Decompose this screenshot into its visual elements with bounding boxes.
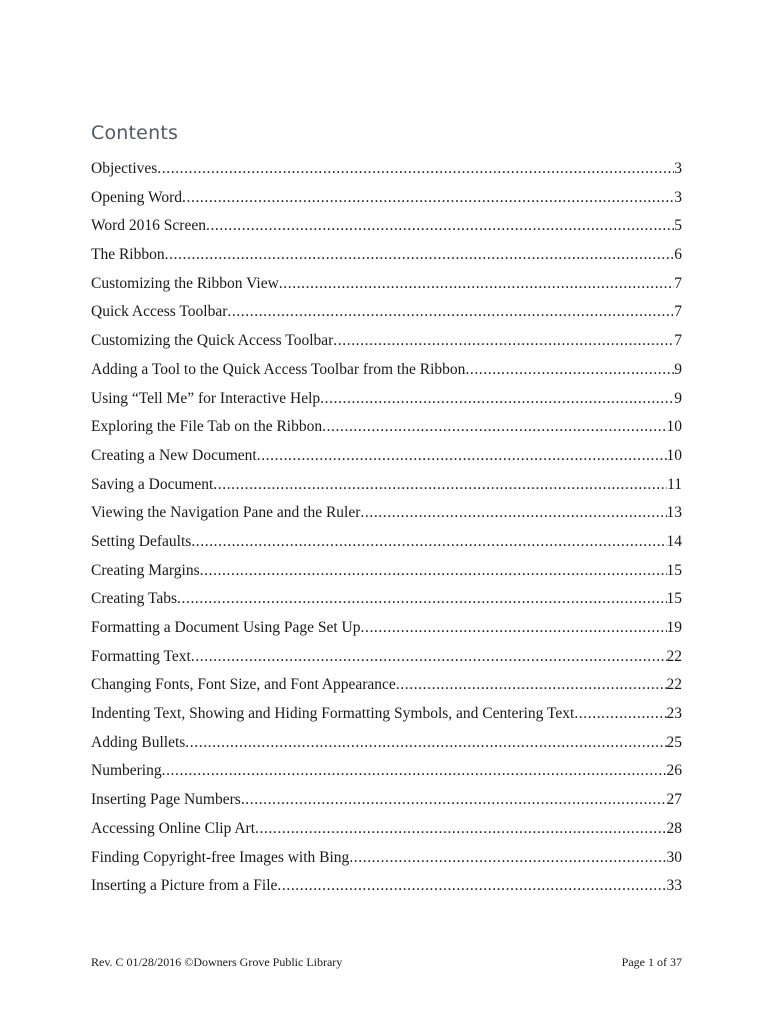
toc-entry[interactable] [91, 844, 682, 873]
toc-entry[interactable] [91, 786, 682, 815]
toc-entry-page-number: 9 [674, 389, 682, 407]
toc-entry-page-number: 22 [666, 676, 682, 694]
toc-entry-title: Formatting Text [91, 647, 191, 665]
toc-entry-page-number: 14 [666, 532, 682, 550]
toc-entry[interactable] [91, 241, 682, 270]
toc-entry[interactable] [91, 499, 682, 528]
toc-entry-page-number: 7 [674, 274, 682, 292]
toc-dot-leader [396, 671, 667, 700]
toc-entry-page-number: 30 [666, 848, 682, 866]
toc-entry-title: Finding Copyright-free Images with Bing [91, 848, 350, 866]
toc-dot-leader [333, 327, 674, 356]
toc-entry-title: Customizing the Ribbon View [91, 274, 279, 292]
toc-entry-title: Numbering [91, 762, 162, 780]
toc-entry-page-number: 7 [674, 332, 682, 350]
toc-dot-leader [185, 729, 666, 758]
toc-entry[interactable] [91, 614, 682, 643]
toc-dot-leader [165, 241, 675, 270]
toc-entry-page-number: 22 [666, 647, 682, 665]
toc-entry-page-number: 7 [674, 303, 682, 321]
footer-page-number: Page 1 of 37 [621, 955, 682, 969]
toc-entry-title: Formatting a Document Using Page Set Up [91, 619, 361, 636]
toc-entry-page-number: 26 [666, 762, 682, 780]
toc-dot-leader [200, 557, 667, 586]
toc-entry-page-number: 15 [666, 590, 682, 608]
toc-entry-page-number: 3 [674, 160, 682, 177]
toc-entry-title: Adding Bullets [91, 733, 186, 751]
toc-entry-page-number: 27 [666, 791, 682, 809]
toc-entry[interactable] [91, 413, 682, 442]
toc-entry[interactable] [91, 700, 682, 729]
toc-dot-leader [191, 643, 667, 672]
toc-entry-page-number: 28 [666, 819, 682, 837]
toc-entry-page-number: 25 [666, 733, 682, 751]
toc-entry-title: Accessing Online Clip Art [91, 819, 256, 837]
page-footer [91, 955, 682, 970]
toc-entry-title: Using “Tell Me” for Interactive Help [91, 389, 321, 407]
toc-entry-title: Opening Word [91, 188, 183, 206]
toc-entry-title: Changing Fonts, Font Size, and Font Appearance [91, 676, 396, 694]
toc-entry-title: Creating Margins [91, 561, 200, 579]
toc-dot-leader [574, 700, 666, 729]
toc-entry-title: Quick Access Toolbar [91, 303, 228, 321]
toc-entry-page-number: 33 [666, 877, 682, 895]
toc-entry-page-number: 23 [666, 705, 682, 723]
toc-dot-leader [157, 155, 674, 184]
toc-entry[interactable] [91, 356, 682, 385]
toc-dot-leader [277, 872, 666, 901]
toc-entry[interactable] [91, 872, 682, 901]
toc-dot-leader [177, 585, 666, 614]
toc-dot-leader [227, 298, 674, 327]
toc-dot-leader [465, 356, 674, 385]
toc-heading: Contents [91, 122, 179, 144]
toc-entry-title: Exploring the File Tab on the Ribbon [91, 418, 323, 436]
toc-entry-title: The Ribbon [91, 246, 165, 264]
toc-entry-title: Indenting Text, Showing and Hiding Formatting Symbols, and Centering Text [91, 705, 575, 723]
toc-entry[interactable] [91, 557, 682, 586]
toc-entry-page-number: 15 [666, 561, 682, 579]
toc-entry-title: Creating Tabs [91, 590, 178, 608]
toc-entry-page-number: 5 [674, 217, 682, 235]
toc-entry[interactable] [91, 327, 682, 356]
toc-entry-title: Adding a Tool to the Quick Access Toolbar from the Ribbon [91, 360, 466, 378]
toc-entry[interactable] [91, 270, 682, 299]
toc-dot-leader [279, 270, 674, 299]
toc-dot-leader [322, 413, 666, 442]
toc-entry[interactable] [91, 385, 682, 414]
toc-entry-page-number: 10 [666, 446, 682, 464]
toc-entry-page-number: 13 [666, 504, 682, 522]
toc-entry-page-number: 3 [674, 188, 682, 206]
toc-entry[interactable] [91, 671, 682, 700]
toc-dot-leader [213, 471, 667, 500]
toc-entry-page-number: 11 [667, 475, 682, 493]
toc-entry-title: Creating a New Document [91, 446, 257, 464]
toc-entry-page-number: 19 [666, 619, 682, 636]
footer-revision: Rev. C 01/28/2016 ©Downers Grove Public Library [91, 955, 343, 969]
toc-entry[interactable] [91, 155, 682, 184]
toc-dot-leader [320, 385, 674, 414]
toc-entry[interactable] [91, 442, 682, 471]
toc-dot-leader [349, 844, 666, 873]
toc-entry[interactable] [91, 585, 682, 614]
toc-entry-title: Customizing the Quick Access Toolbar [91, 332, 334, 350]
toc-dot-leader [255, 815, 666, 844]
toc-entry[interactable] [91, 184, 682, 213]
toc-entry-page-number: 6 [674, 246, 682, 264]
toc-dot-leader [191, 528, 666, 557]
toc-entry[interactable] [91, 471, 682, 500]
toc-dot-leader [257, 442, 667, 471]
toc-entry-title: Inserting a Picture from a File [91, 877, 278, 895]
toc-dot-leader [360, 499, 666, 528]
toc-entry[interactable] [91, 643, 682, 672]
toc-entry-title: Objectives [91, 160, 158, 177]
toc-dot-leader [206, 212, 674, 241]
toc-entry[interactable] [91, 528, 682, 557]
toc-entry[interactable] [91, 212, 682, 241]
toc-entry[interactable] [91, 298, 682, 327]
toc-dot-leader [361, 614, 667, 643]
toc-dot-leader [162, 757, 667, 786]
toc-list [91, 155, 682, 901]
toc-entry-page-number: 9 [674, 360, 682, 378]
toc-dot-leader [182, 184, 674, 213]
toc-entry-page-number: 10 [666, 418, 682, 436]
toc-entry-title: Viewing the Navigation Pane and the Ruler [91, 504, 361, 522]
toc-dot-leader [241, 786, 667, 815]
toc-entry[interactable] [91, 815, 682, 844]
toc-entry[interactable] [91, 729, 682, 758]
toc-entry[interactable] [91, 757, 682, 786]
toc-entry-title: Inserting Page Numbers [91, 791, 241, 809]
toc-entry-title: Setting Defaults [91, 532, 192, 550]
toc-entry-title: Word 2016 Screen [91, 217, 206, 235]
toc-entry-title: Saving a Document [91, 475, 214, 493]
